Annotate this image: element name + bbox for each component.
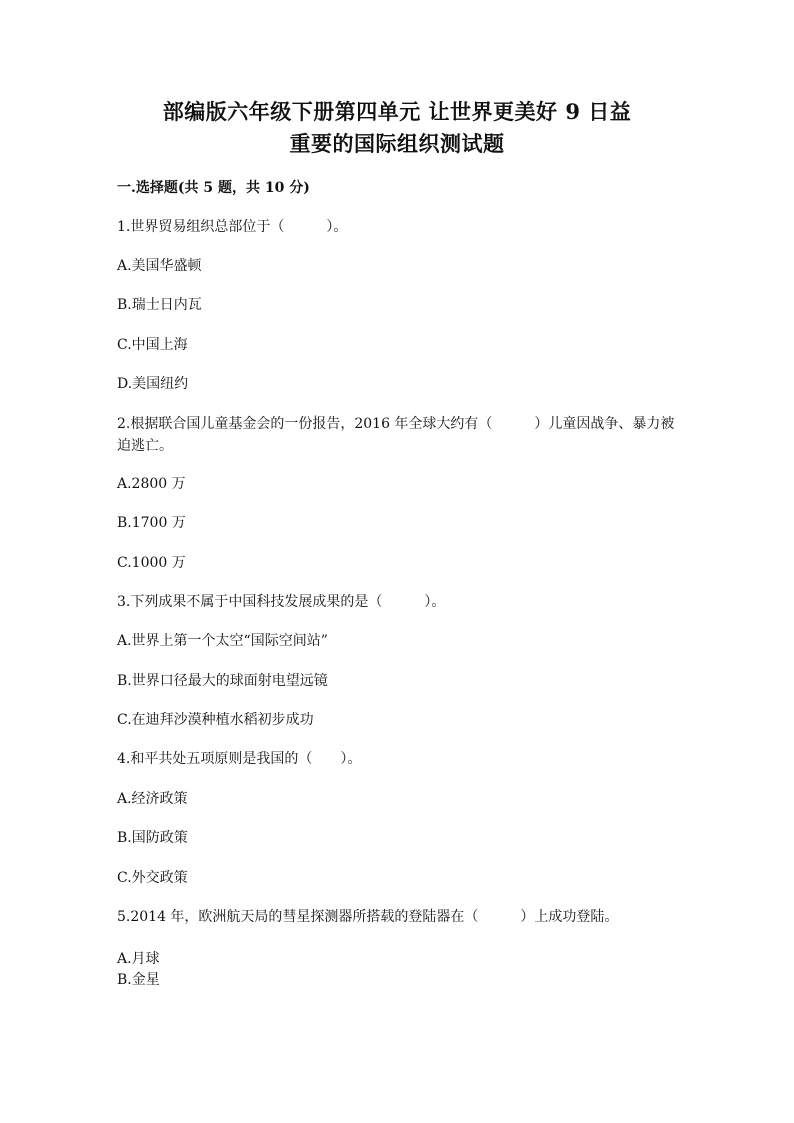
question-5-option-b: B.金星 <box>117 972 160 988</box>
question-5-option-a: A.月球 <box>117 951 160 967</box>
document-title-line1: 部编版六年级下册第四单元 让世界更美好 9 日益 <box>162 99 632 124</box>
question-2-option-c: C.1000 万 <box>117 555 186 571</box>
question-2: 2.根据联合国儿童基金会的一份报告，2016 年全球大约有（ ）儿童因战争、暴力被迫逃亡。 <box>117 416 675 454</box>
question-4: 4.和平共处五项原则是我国的（ ）。 <box>117 751 362 767</box>
question-1-option-b: B.瑞士日内瓦 <box>117 297 202 313</box>
question-3-option-c: C.在迪拜沙漠种植水稻初步成功 <box>117 712 314 728</box>
document-title-line2: 重要的国际组织测试题 <box>289 131 505 156</box>
question-4-option-a: A.经济政策 <box>117 791 188 807</box>
question-1-option-d: D.美国纽约 <box>117 376 189 392</box>
question-1: 1.世界贸易组织总部位于（ ）。 <box>117 219 348 235</box>
section-heading: 一.选择题(共 5 题，共 10 分) <box>117 180 310 196</box>
question-1-option-a: A.美国华盛顿 <box>117 258 202 274</box>
question-4-option-b: B.国防政策 <box>117 830 188 846</box>
question-3-option-b: B.世界口径最大的球面射电望远镜 <box>117 673 328 689</box>
question-2-option-a: A.2800 万 <box>117 476 186 492</box>
question-4-option-c: C.外交政策 <box>117 870 188 886</box>
question-1-option-c: C.中国上海 <box>117 337 188 353</box>
question-3-option-a: A.世界上第一个太空“国际空间站” <box>117 633 328 649</box>
question-3: 3.下列成果不属于中国科技发展成果的是（ ）。 <box>117 594 446 610</box>
question-5: 5.2014 年，欧洲航天局的彗星探测器所搭载的登陆器在（ ）上成功登陆。 <box>117 909 619 925</box>
question-2-option-b: B.1700 万 <box>117 515 186 531</box>
